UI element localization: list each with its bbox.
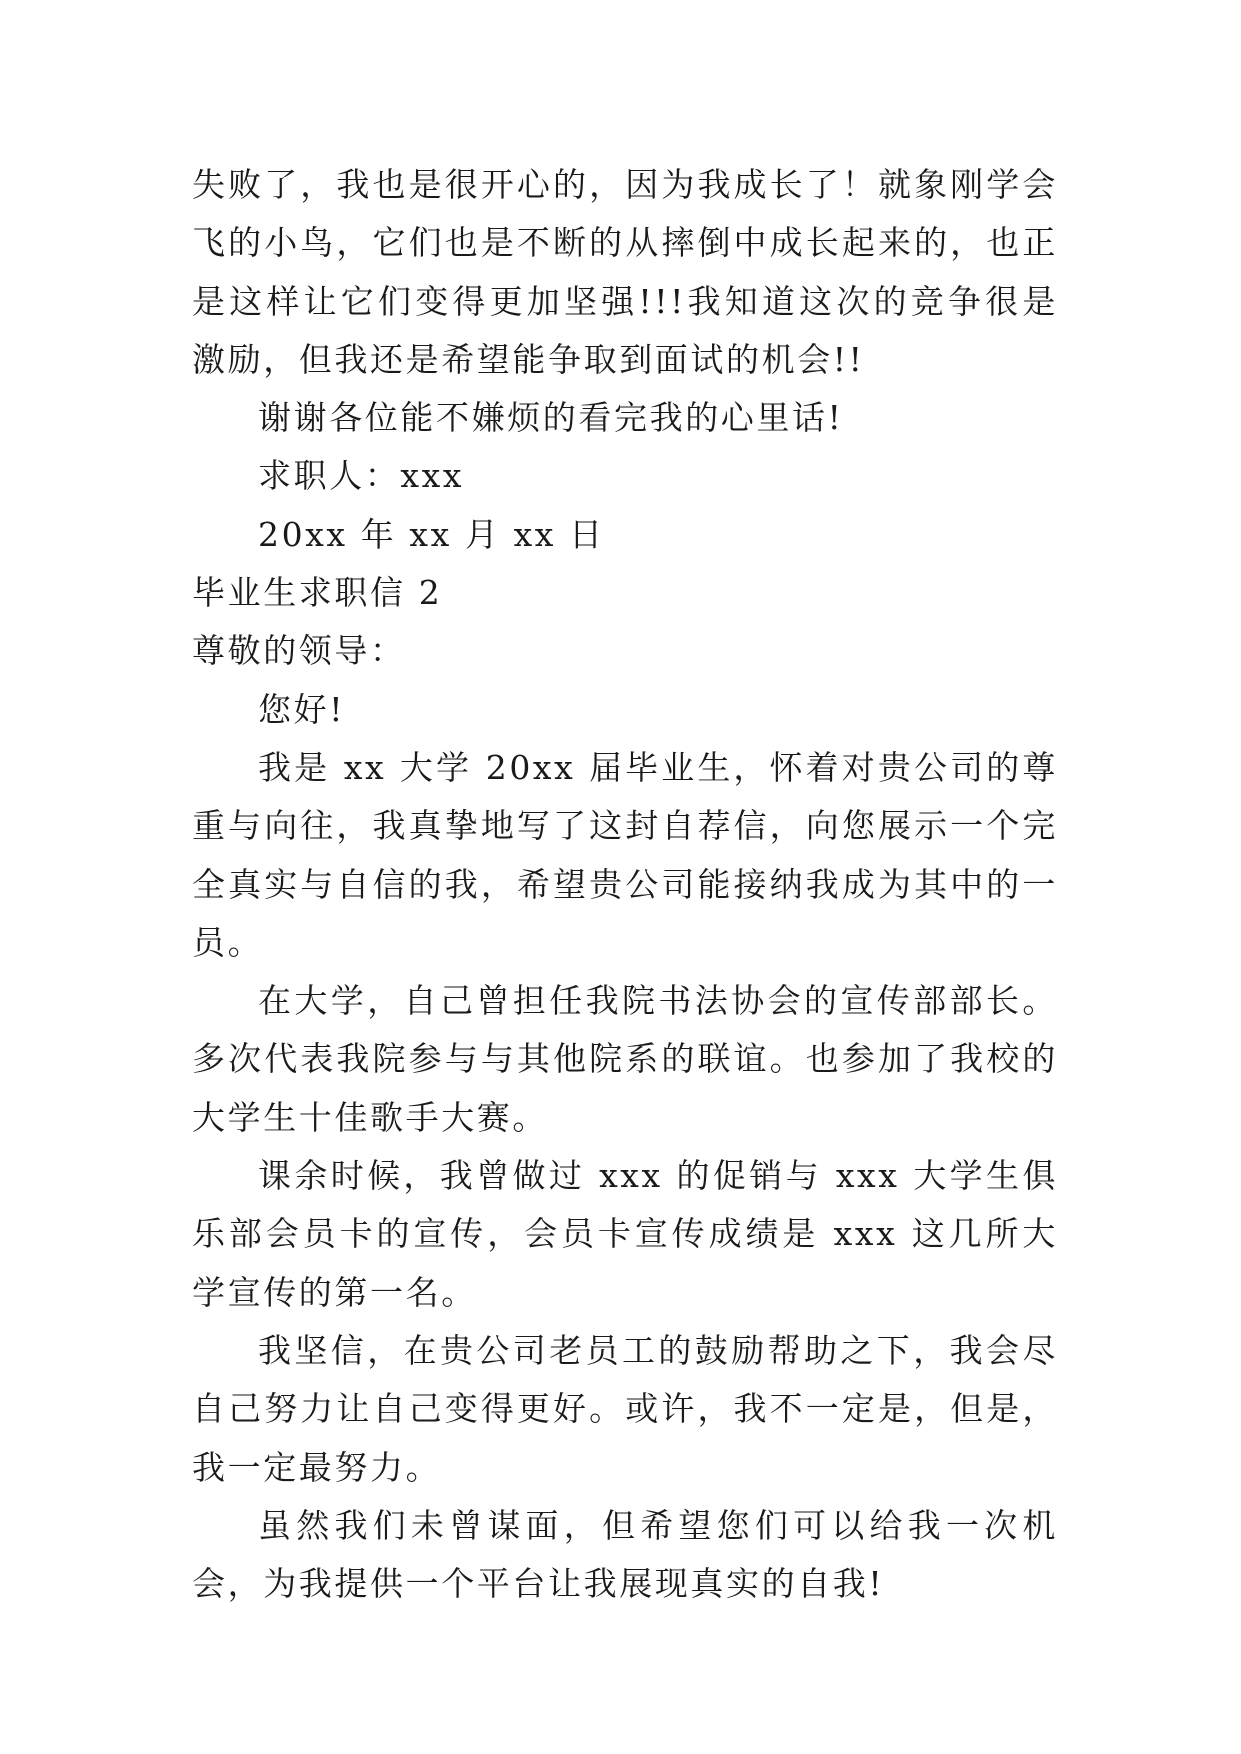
paragraph-belief: 我坚信，在贵公司老员工的鼓励帮助之下，我会尽自己努力让自己变得更好。或许，我不一定是，但是，我一定最努力。 bbox=[192, 1330, 1058, 1487]
paragraph-parttime: 课余时候，我曾做过 xxx 的促销与 xxx 大学生俱乐部会员卡的宣传，会员卡宣传成绩是 xxx 这几所大学宣传的第一名。 bbox=[192, 1156, 1058, 1312]
paragraph-thanks: 谢谢各位能不嫌烦的看完我的心里话! bbox=[258, 398, 844, 438]
greeting: 您好! bbox=[258, 689, 346, 729]
applicant-signature: 求职人：xxx bbox=[258, 456, 465, 496]
letter-body bbox=[192, 156, 1058, 1613]
section-heading: 毕业生求职信 2 bbox=[192, 573, 443, 613]
paragraph-university: 在大学，自己曾担任我院书法协会的宣传部部长。多次代表我院参与与其他院系的联谊。也参加了我校的大学生十佳歌手大赛。 bbox=[192, 981, 1058, 1137]
paragraph-request: 虽然我们未曾谋面，但希望您们可以给我一次机会，为我提供一个平台让我展现真实的自我! bbox=[192, 1505, 1058, 1604]
paragraph-intro: 我是 xx 大学 20xx 届毕业生，怀着对贵公司的尊重与向往，我真挚地写了这封自荐信，向您展示一个完全真实与自信的我，希望贵公司能接纳我成为其中的一员。 bbox=[192, 747, 1058, 962]
paragraph-closing-failure: 失败了，我也是很开心的，因为我成长了！就象刚学会飞的小鸟，它们也是不断的从摔倒中成长起来的，也正是这样让它们变得更加坚强!!!我知道这次的竞争很是激励，但我还是希望能争取到面试的机会!! bbox=[192, 165, 1058, 379]
salutation: 尊敬的领导： bbox=[192, 631, 406, 671]
letter-date: 20xx 年 xx 月 xx 日 bbox=[258, 514, 605, 554]
